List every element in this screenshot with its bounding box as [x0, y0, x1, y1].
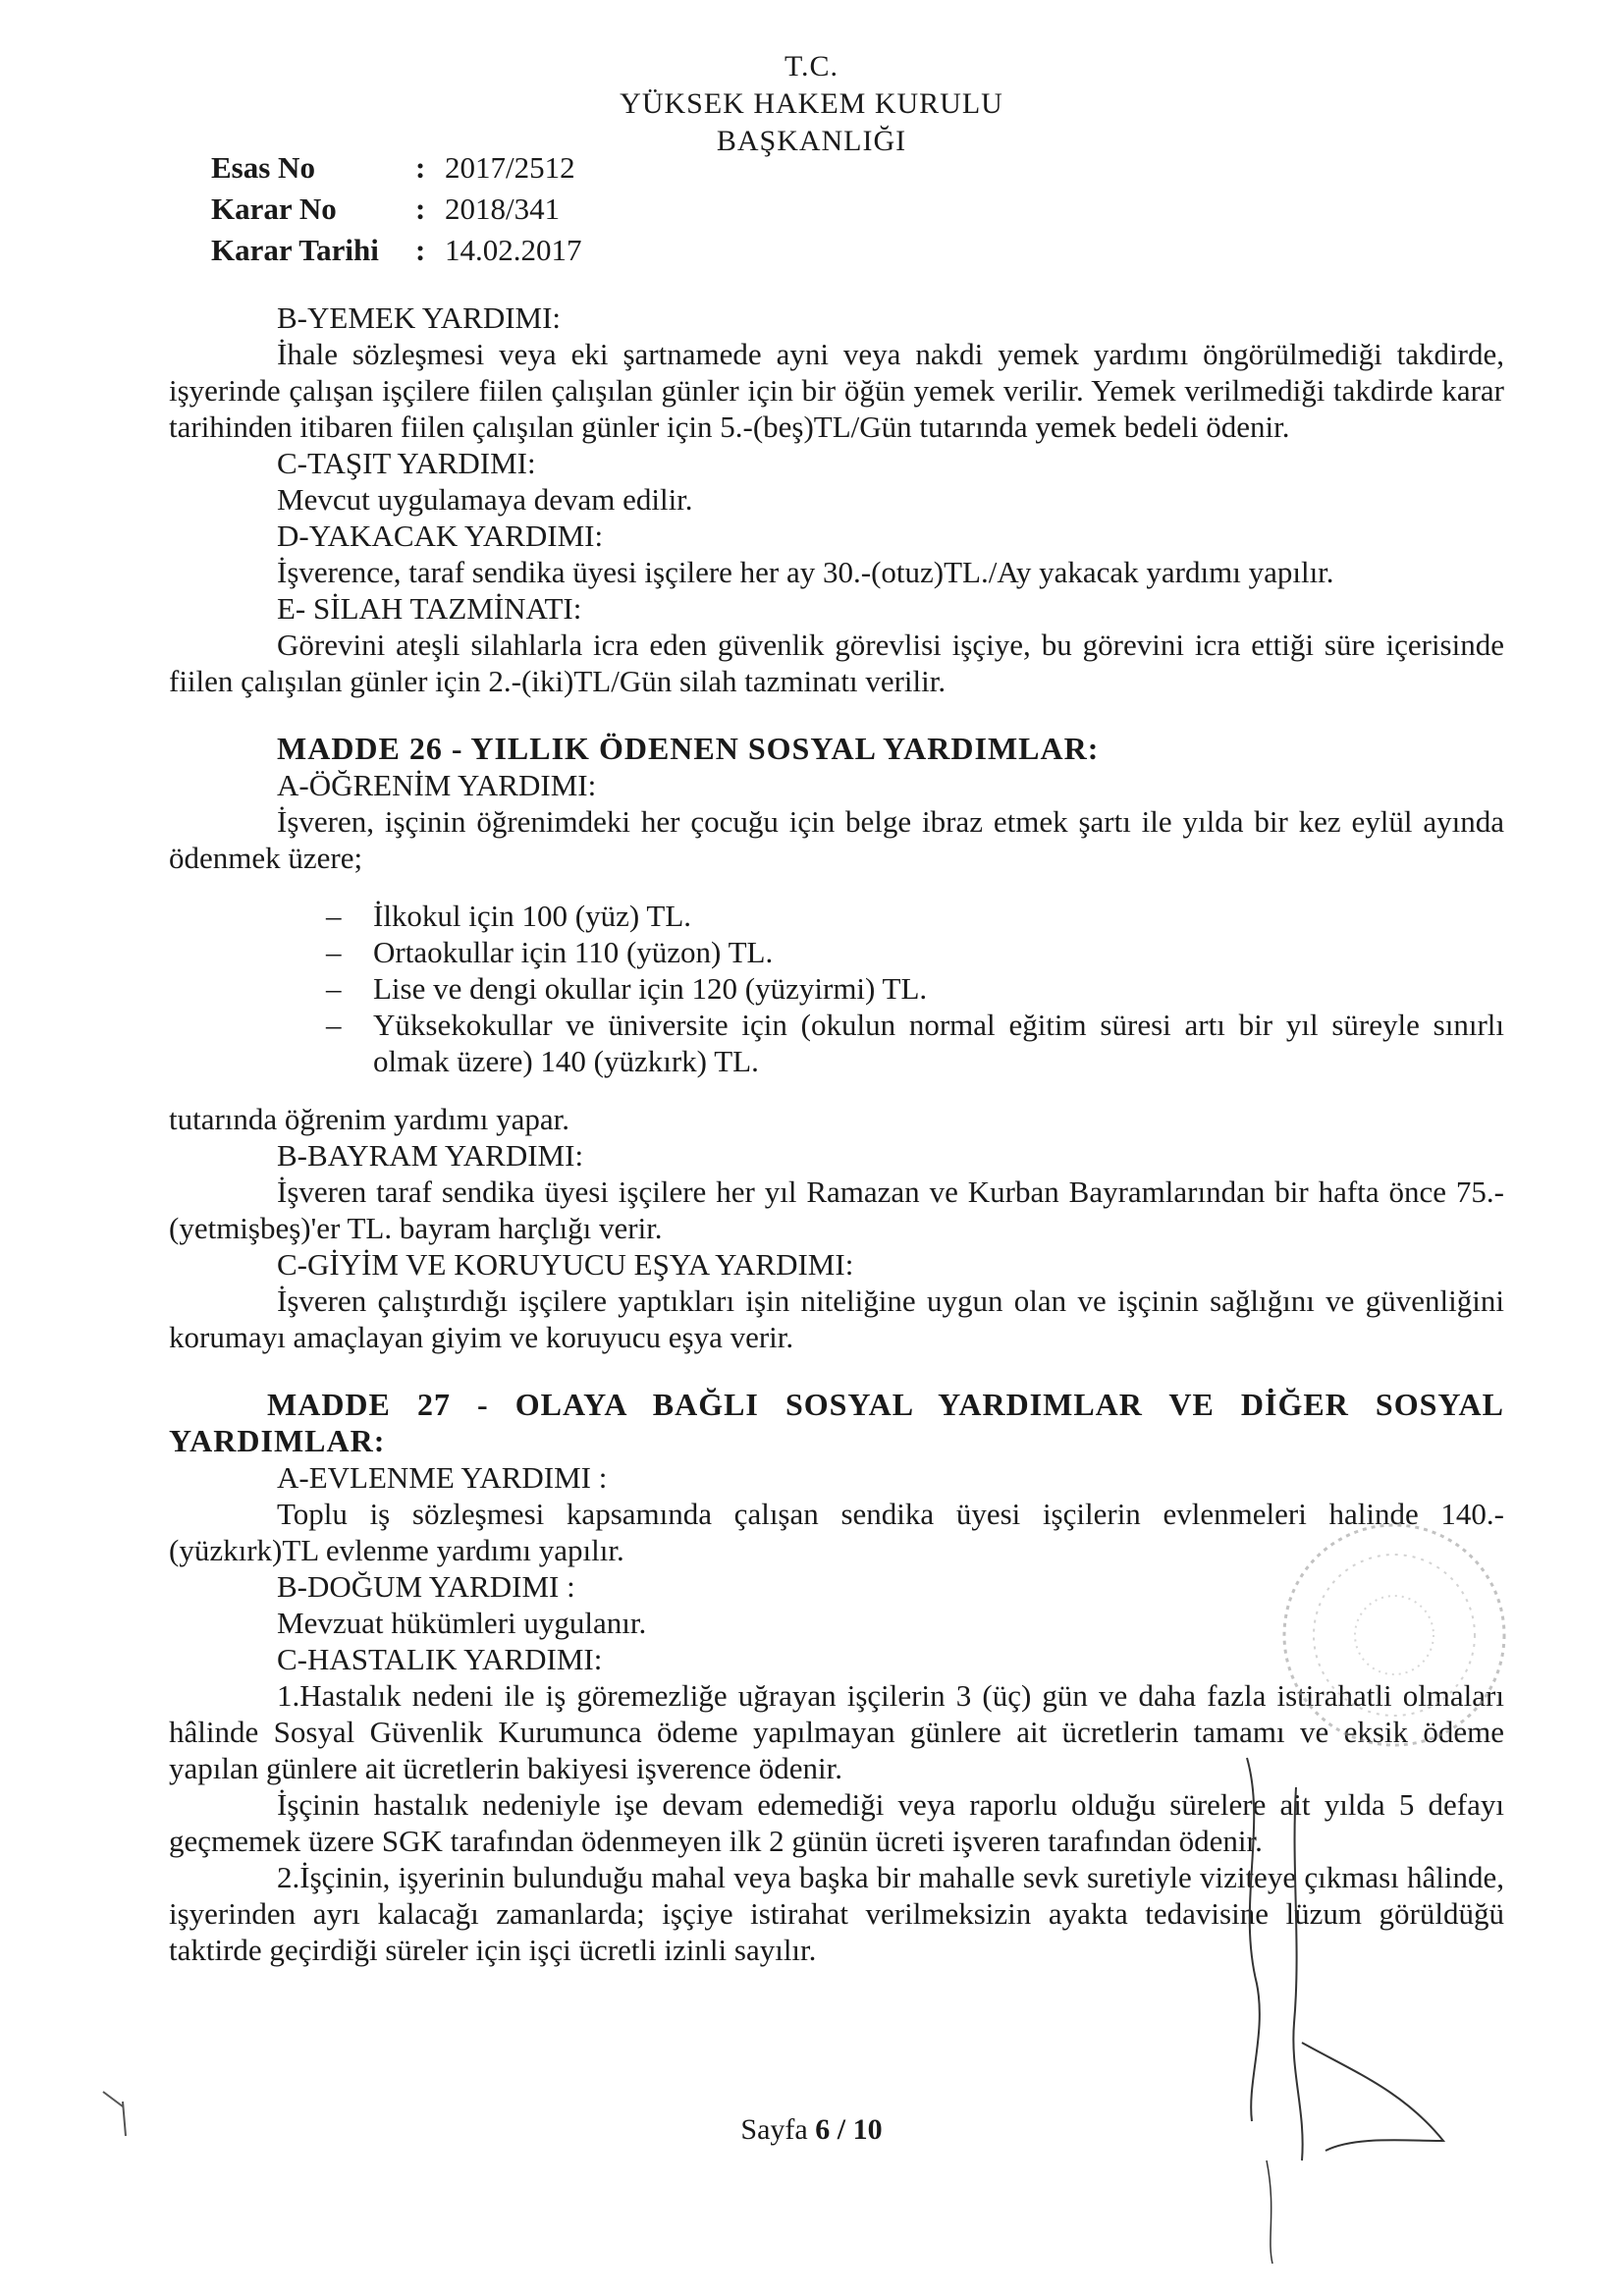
- meta-row-tarih: [211, 230, 582, 271]
- section-heading-evlenme: A-EVLENME YARDIMI :: [277, 1460, 608, 1495]
- section-text-silah: Görevini ateşli silahlarla icra eden güvenlik görevlisi işçiye, bu görevini icra ettiği süre içerisinde fiilen çalışılan günler için 2.-(iki)TL/Gün silah tazminatı verilir.: [169, 628, 1504, 698]
- section-heading-yemek: B-YEMEK YARDIMI:: [277, 301, 562, 335]
- signature-mark: [1208, 1748, 1502, 2269]
- section-text-ogrenim: İşveren, işçinin öğrenimdeki her çocuğu için belge ibraz etmek şartı ile yılda bir kez eylül ayında ödenmek üzere;: [169, 804, 1504, 875]
- meta-label: Esas No: [211, 150, 315, 185]
- meta-value: 2017/2512: [445, 150, 575, 185]
- header-tc: T.C.: [784, 50, 839, 82]
- section-text-ogrenim-after: tutarında öğrenim yardımı yapar.: [169, 1102, 570, 1136]
- section-text-hastalik-1: 1.Hastalık nedeni ile iş göremezliğe uğrayan işçilerin 3 (üç) gün ve daha fazla istirahatli olmaları hâlinde Sosyal Güvenlik Kurumunca ödeme yapılmayan günlere ait ücretlerin tamamı ve eksik ödeme yapılan günlere ait ücretlerin bakiyesi işverence ödenir.: [169, 1678, 1504, 1785]
- official-seal-stamp: [1267, 1512, 1522, 1758]
- section-heading-giyim: C-GİYİM VE KORUYUCU EŞYA YARDIMI:: [277, 1247, 854, 1282]
- section-text-evlenme: Toplu iş sözleşmesi kapsamında çalışan sendika üyesi işçilerin evlenmeleri halinde 140.-(yüzkırk)TL evlenme yardımı yapılır.: [169, 1497, 1504, 1567]
- section-heading-silah: E- SİLAH TAZMİNATI:: [277, 591, 582, 626]
- list-item: – Lise ve dengi okullar için 120 (yüzyirmi) TL.: [326, 971, 928, 1006]
- meta-separator: :: [415, 191, 426, 226]
- section-text-hastalik-3: 2.İşçinin, işyerinin bulunduğu mahal veya başka bir mahalle sevk suretiyle viziteye çıkması hâlinde, işyerinden ayrı kalacağı zamanlarda; işçiye istirahat verilmeksizin ayakta tedavisine lüzum görüldüğü taktirde geçirdiği süreler için işçi ücretli izinli sayılır.: [169, 1860, 1504, 1967]
- section-text-dogum: Mevzuat hükümleri uygulanır.: [277, 1606, 647, 1640]
- header-institution: YÜKSEK HAKEM KURULU: [620, 87, 1003, 120]
- section-heading-bayram: B-BAYRAM YARDIMI:: [277, 1138, 584, 1173]
- ogrenim-list: [169, 898, 1504, 1079]
- meta-label: Karar Tarihi: [211, 233, 379, 267]
- madde-27-title: MADDE 27 - OLAYA BAĞLI SOSYAL YARDIMLAR VE DİĞER SOSYAL YARDIMLAR:: [169, 1387, 1504, 1458]
- meta-separator: :: [415, 150, 426, 185]
- header-presidency: BAŞKANLIĞI: [716, 125, 907, 157]
- section-text-yakacak: İşverence, taraf sendika üyesi işçilere her ay 30.-(otuz)TL./Ay yakacak yardımı yapılır.: [277, 555, 1334, 589]
- section-heading-ogrenim: A-ÖĞRENİM YARDIMI:: [277, 768, 597, 802]
- meta-value: 14.02.2017: [445, 233, 582, 267]
- section-text-hastalik-2: İşçinin hastalık nedeniyle işe devam edemediği veya raporlu olduğu sürelere ait yılda 5 defayı geçmemek üzere SGK tarafından ödenmeyen ilk 2 günün ücreti işveren tarafından ödenir.: [169, 1787, 1504, 1858]
- section-heading-yakacak: D-YAKACAK YARDIMI:: [277, 519, 604, 553]
- section-heading-tasit: C-TAŞIT YARDIMI:: [277, 446, 536, 480]
- meta-label: Karar No: [211, 191, 337, 226]
- page-label: Sayfa: [740, 2113, 808, 2146]
- madde-26-title: MADDE 26 - YILLIK ÖDENEN SOSYAL YARDIMLAR:: [277, 731, 1100, 766]
- section-text-yemek: İhale sözleşmesi veya eki şartnamede ayni veya nakdi yemek yardımı öngörülmediği takdirde, işyerinde çalışan işçilere fiilen çalışılan günler için bir öğün yemek verilir. Yemek verilmediği takdirde karar tarihinden itibaren fiilen çalışılan günler için 5.-(beş)TL/Gün tutarında yemek bedeli ödenir.: [169, 337, 1504, 444]
- section-text-bayram: İşveren taraf sendika üyesi işçilere her yıl Ramazan ve Kurban Bayramlarından bir hafta önce 75.-(yetmişbeş)'er TL. bayram harçlığı verir.: [169, 1175, 1504, 1245]
- case-meta: [211, 147, 582, 271]
- meta-row-karar: [211, 189, 582, 230]
- page-number: 6 / 10: [815, 2113, 883, 2146]
- list-item: – İlkokul için 100 (yüz) TL.: [326, 899, 692, 933]
- meta-value: 2018/341: [445, 191, 561, 226]
- meta-row-esas: [211, 147, 582, 189]
- section-heading-hastalik: C-HASTALIK YARDIMI:: [277, 1642, 603, 1676]
- page-footer: [0, 2113, 1623, 2147]
- section-text-tasit: Mevcut uygulamaya devam edilir.: [277, 482, 693, 517]
- list-item: – Yüksekokullar ve üniversite için (okulun normal eğitim süresi artı bir yıl süreyle sınırlı olmak üzere) 140 (yüzkırk) TL.: [326, 1008, 1504, 1078]
- list-item: – Ortaokullar için 110 (yüzon) TL.: [326, 935, 774, 969]
- meta-separator: :: [415, 233, 426, 267]
- section-heading-dogum: B-DOĞUM YARDIMI :: [277, 1569, 575, 1604]
- section-text-giyim: İşveren çalıştırdığı işçilere yaptıkları işin niteliğine uygun olan ve işçinin sağlığını ve güvenliğini korumayı amaçlayan giyim ve koruyucu eşya verir.: [169, 1284, 1504, 1354]
